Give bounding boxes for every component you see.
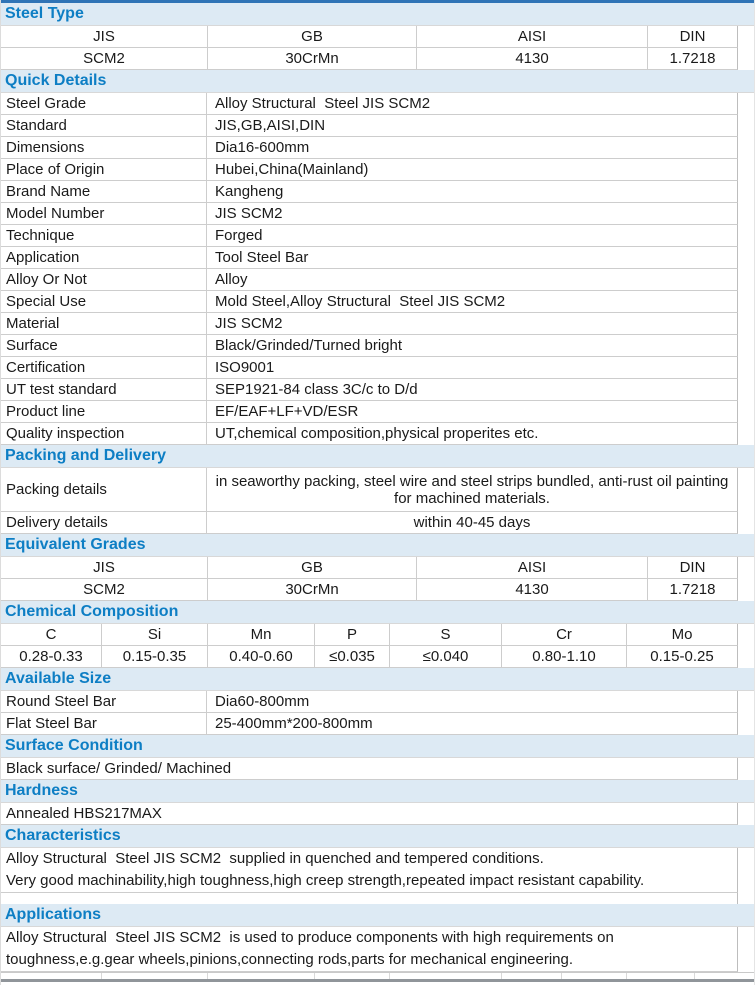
field-value: Dia60-800mm <box>206 691 737 712</box>
value-din: 1.7218 <box>647 48 737 69</box>
col-jis: JIS <box>93 559 115 576</box>
row-material <box>1 313 738 335</box>
value-s: ≤0.040 <box>389 646 501 667</box>
element-p: P <box>314 624 389 645</box>
element-s: S <box>389 624 501 645</box>
row-flat-steel-bar <box>1 713 738 735</box>
row-dimensions <box>1 137 738 159</box>
value-si: 0.15-0.35 <box>101 646 207 667</box>
field-label: Product line <box>6 403 86 420</box>
field-label: Round Steel Bar <box>6 693 117 710</box>
field-value: Kangheng <box>206 181 737 202</box>
field-value: JIS,GB,AISI,DIN <box>206 115 737 136</box>
section-chemical-composition <box>1 601 754 624</box>
row-model-number <box>1 203 738 225</box>
field-label: Application <box>6 249 80 266</box>
section-title: Equivalent Grades <box>5 536 146 553</box>
value-mn: 0.40-0.60 <box>207 646 314 667</box>
value-aisi: 4130 <box>416 48 647 69</box>
applications-text-block <box>1 927 738 972</box>
steel-type-header-row <box>1 26 738 48</box>
col-din: DIN <box>647 26 737 47</box>
section-title: Surface Condition <box>5 737 143 754</box>
section-title: Characteristics <box>5 827 121 844</box>
grid-divider <box>314 973 315 979</box>
hardness-text: Annealed HBS217MAX <box>6 805 162 822</box>
row-round-steel-bar <box>1 691 738 713</box>
row-quality-inspection <box>1 423 738 445</box>
row-special-use <box>1 291 738 313</box>
section-steel-type <box>1 3 754 26</box>
value-c: 0.28-0.33 <box>19 648 83 665</box>
field-label: Certification <box>6 359 86 376</box>
row-place-of-origin <box>1 159 738 181</box>
field-label: Quality inspection <box>6 425 125 442</box>
col-aisi: AISI <box>416 26 647 47</box>
col-gb: GB <box>207 26 416 47</box>
field-label: Alloy Or Not <box>6 271 87 288</box>
section-equivalent-grades <box>1 534 754 557</box>
col-aisi: AISI <box>416 557 647 578</box>
element-cr: Cr <box>501 624 626 645</box>
value-aisi: 4130 <box>416 579 647 600</box>
characteristics-line-2: Very good machinability,high toughness,high creep strength,repeated impact resistant capability. <box>6 872 645 889</box>
partial-grid-row <box>1 972 755 982</box>
grid-divider <box>389 973 390 979</box>
characteristics-line-1: Alloy Structural Steel JIS SCM2 supplied in quenched and tempered conditions. <box>6 850 544 867</box>
field-label: Model Number <box>6 205 105 222</box>
characteristics-text-block <box>1 848 738 893</box>
row-packing-details <box>1 468 738 512</box>
field-value: 25-400mm*200-800mm <box>206 713 737 734</box>
element-mo: Mo <box>626 624 737 645</box>
row-delivery-details <box>1 512 738 534</box>
section-title: Hardness <box>5 782 78 799</box>
field-value: Tool Steel Bar <box>206 247 737 268</box>
grid-divider <box>101 973 102 979</box>
row-brand-name <box>1 181 738 203</box>
applications-line-1: Alloy Structural Steel JIS SCM2 is used to produce components with high requirements on <box>6 929 614 946</box>
field-label: Place of Origin <box>6 161 105 178</box>
field-label: Packing details <box>6 481 107 498</box>
section-title: Applications <box>5 906 102 923</box>
section-applications <box>1 904 754 927</box>
grid-divider <box>561 973 562 979</box>
section-title: Chemical Composition <box>5 603 179 620</box>
field-value: Alloy <box>206 269 737 290</box>
section-hardness <box>1 780 754 803</box>
grid-divider <box>207 973 208 979</box>
equivalent-grades-values-row <box>1 579 738 601</box>
value-p: ≤0.035 <box>314 646 389 667</box>
value-gb: 30CrMn <box>207 48 416 69</box>
applications-line-2: toughness,e.g.gear wheels,pinions,connecting rods,parts for mechanical engineering. <box>6 951 574 968</box>
value-mo: 0.15-0.25 <box>626 646 737 667</box>
row-application <box>1 247 738 269</box>
element-mn: Mn <box>207 624 314 645</box>
field-value: ISO9001 <box>206 357 737 378</box>
field-value: EF/EAF+LF+VD/ESR <box>206 401 737 422</box>
field-value: Forged <box>206 225 737 246</box>
field-value: Dia16-600mm <box>206 137 737 158</box>
row-certification <box>1 357 738 379</box>
surface-condition-text: Black surface/ Grinded/ Machined <box>6 760 232 777</box>
row-technique <box>1 225 738 247</box>
col-din: DIN <box>647 557 737 578</box>
field-value: JIS SCM2 <box>206 313 737 334</box>
hardness-text-row <box>1 803 738 825</box>
field-label: Brand Name <box>6 183 91 200</box>
field-value: in seaworthy packing, steel wire and steel strips bundled, anti-rust oil painting for machined materials. <box>206 468 737 511</box>
equivalent-grades-header-row <box>1 557 738 579</box>
field-label: Surface <box>6 337 58 354</box>
field-value: JIS SCM2 <box>206 203 737 224</box>
section-characteristics <box>1 825 754 848</box>
row-surface <box>1 335 738 357</box>
element-si: Si <box>101 624 207 645</box>
row-steel-grade <box>1 93 738 115</box>
element-c: C <box>45 626 57 643</box>
col-gb: GB <box>207 557 416 578</box>
section-title: Quick Details <box>5 72 107 89</box>
grid-divider <box>626 973 627 979</box>
field-label: Delivery details <box>6 514 108 531</box>
section-packing-delivery <box>1 445 754 468</box>
value-gb: 30CrMn <box>207 579 416 600</box>
field-label: Special Use <box>6 293 87 310</box>
section-title: Packing and Delivery <box>5 447 166 464</box>
value-din: 1.7218 <box>647 579 737 600</box>
field-value: Alloy Structural Steel JIS SCM2 <box>206 93 737 114</box>
row-product-line <box>1 401 738 423</box>
col-jis: JIS <box>93 28 115 45</box>
field-value: UT,chemical composition,physical properites etc. <box>206 423 737 444</box>
surface-condition-text-row <box>1 758 738 780</box>
section-surface-condition <box>1 735 754 758</box>
field-value: Black/Grinded/Turned bright <box>206 335 737 356</box>
field-label: Standard <box>6 117 67 134</box>
field-label: UT test standard <box>6 381 117 398</box>
blank-row <box>1 893 738 904</box>
section-quick-details <box>1 70 754 93</box>
grid-divider <box>694 973 695 979</box>
chemical-values-row <box>1 646 738 668</box>
field-label: Material <box>6 315 60 332</box>
row-ut-test-standard <box>1 379 738 401</box>
grid-divider <box>501 973 502 979</box>
section-title: Steel Type <box>5 5 84 22</box>
field-value: within 40-45 days <box>206 512 737 533</box>
chemical-elements-row <box>1 624 738 646</box>
field-value: SEP1921-84 class 3C/c to D/d <box>206 379 737 400</box>
value-jis: SCM2 <box>83 581 125 598</box>
row-alloy-or-not <box>1 269 738 291</box>
field-value: Hubei,China(Mainland) <box>206 159 737 180</box>
steel-type-values-row <box>1 48 738 70</box>
section-available-size <box>1 668 754 691</box>
field-label: Technique <box>6 227 75 244</box>
field-label: Dimensions <box>6 139 85 156</box>
field-label: Steel Grade <box>6 95 87 112</box>
section-title: Available Size <box>5 670 112 687</box>
row-standard <box>1 115 738 137</box>
field-label: Flat Steel Bar <box>6 715 97 732</box>
value-cr: 0.80-1.10 <box>501 646 626 667</box>
field-value: Mold Steel,Alloy Structural Steel JIS SCM2 <box>206 291 737 312</box>
value-jis: SCM2 <box>83 50 125 67</box>
